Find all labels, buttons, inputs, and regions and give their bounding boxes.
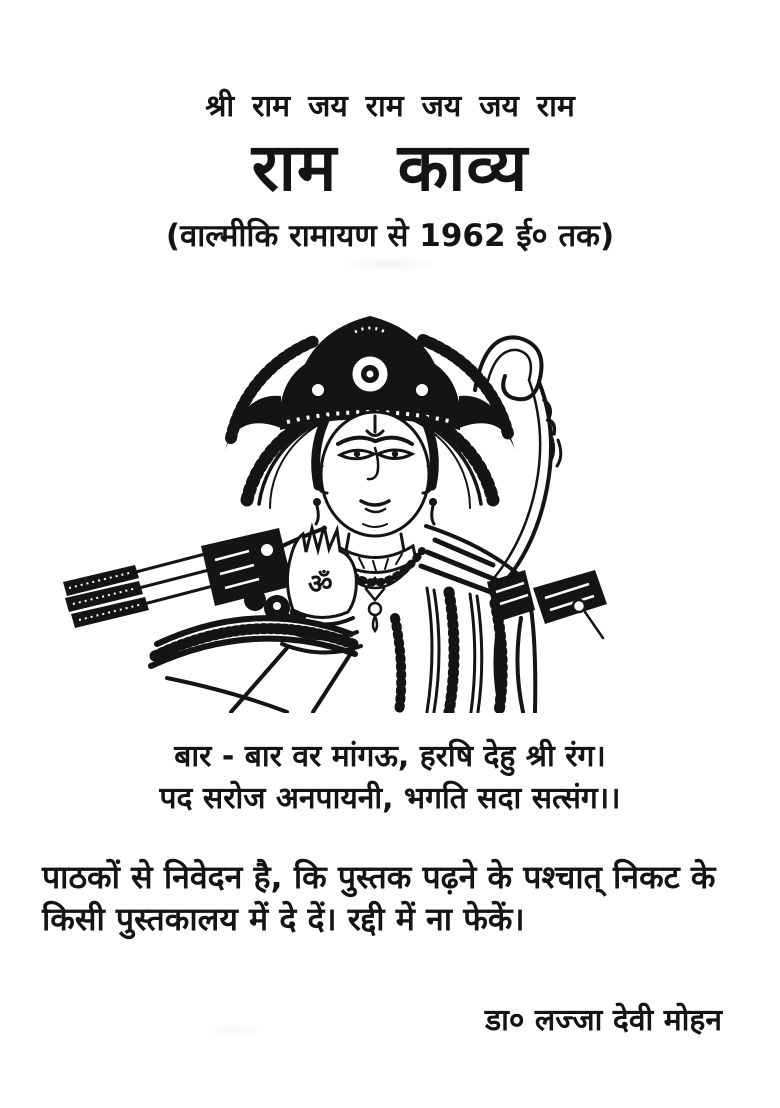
rama-illustration	[55, 288, 620, 713]
rama-line-art	[55, 288, 620, 713]
book-subtitle: (वाल्मीकि रामायण से 1962 ई० तक)	[165, 218, 615, 254]
notice-line-1: पाठकों से निवेदन है, कि पुस्तक पढ़ने के पश्चात् निकट के	[42, 858, 716, 896]
couplet-line-1: बार - बार वर मांगऊ, हरषि देहु श्री रंग।	[174, 739, 606, 774]
arrows-quiver	[63, 528, 308, 628]
mantra-line: श्री राम जय राम जय जय राम	[205, 89, 575, 124]
face	[313, 412, 437, 536]
notice-line-2: किसी पुस्तकालय में दे दें। रद्दी में ना फेकें।	[42, 900, 525, 938]
om-symbol: ॐ	[308, 569, 333, 600]
couplet-line-2: पद सरोज अनपायनी, भगति सदा सत्संग।।	[159, 781, 621, 816]
reader-notice	[42, 856, 754, 940]
author-name: डा० लज्जा देवी मोहन	[485, 1003, 722, 1038]
book-title: राम काव्य	[251, 129, 529, 206]
